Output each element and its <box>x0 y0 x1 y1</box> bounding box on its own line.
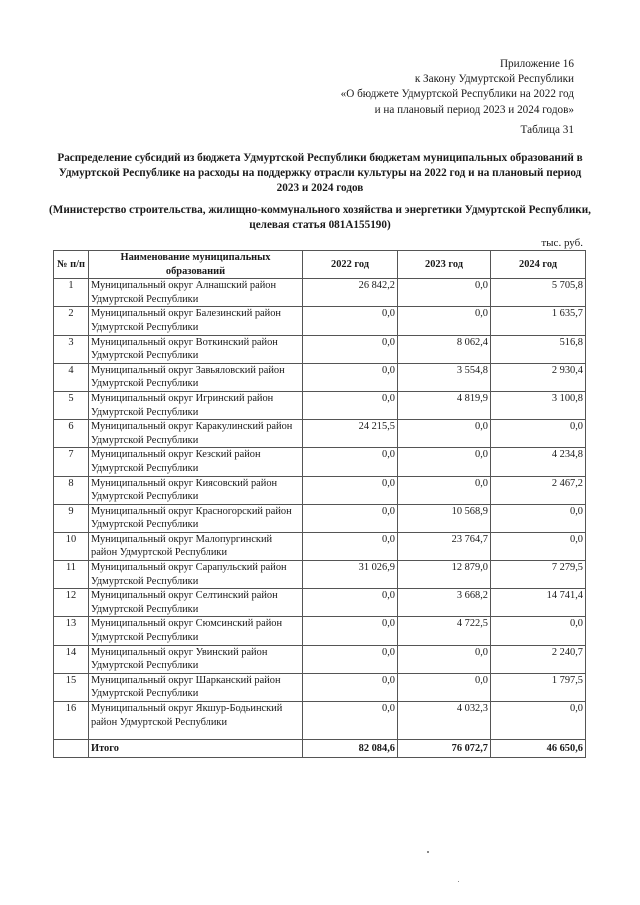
value-2022: 0,0 <box>303 335 398 363</box>
municipality-name: Муниципальный округ Селтинский район Удмуртской Республики <box>89 589 303 617</box>
value-2022: 0,0 <box>303 617 398 645</box>
value-2023: 3 668,2 <box>398 589 491 617</box>
municipality-name: Муниципальный округ Малопургинский район Удмуртской Республики <box>89 532 303 560</box>
value-2023: 3 554,8 <box>398 363 491 391</box>
value-2023: 0,0 <box>398 279 491 307</box>
col-header-name: Наименование муниципальных образований <box>89 251 303 279</box>
col-header-2024: 2024 год <box>491 251 586 279</box>
value-2023: 4 032,3 <box>398 702 491 740</box>
row-number: 15 <box>54 673 89 701</box>
units-label: тыс. руб. <box>541 237 583 249</box>
document-subtitle: (Министерство строительства, жилищно-коммунального хозяйства и энергетики Удмуртской Республики, целевая статья 081A155190) <box>49 204 591 231</box>
municipality-name: Муниципальный округ Сарапульский район Удмуртской Республики <box>89 561 303 589</box>
value-2023: 0,0 <box>398 673 491 701</box>
row-number: 9 <box>54 504 89 532</box>
col-header-2023: 2023 год <box>398 251 491 279</box>
row-number: 10 <box>54 532 89 560</box>
value-2024: 7 279,5 <box>491 561 586 589</box>
row-number: 3 <box>54 335 89 363</box>
value-2022: 0,0 <box>303 645 398 673</box>
value-2024: 0,0 <box>491 504 586 532</box>
value-2022: 0,0 <box>303 391 398 419</box>
municipality-name: Муниципальный округ Киясовский район Удмуртской Республики <box>89 476 303 504</box>
municipality-name: Муниципальный округ Воткинский район Удмуртской Республики <box>89 335 303 363</box>
appendix-line: и на плановый период 2023 и 2024 годов» <box>374 103 574 116</box>
table-row <box>54 420 586 448</box>
value-2022: 24 215,5 <box>303 420 398 448</box>
value-2022: 26 842,2 <box>303 279 398 307</box>
value-2022: 31 026,9 <box>303 561 398 589</box>
value-2024: 2 930,4 <box>491 363 586 391</box>
table-row <box>54 561 586 589</box>
municipality-name: Муниципальный округ Алнашский район Удмуртской Республики <box>89 279 303 307</box>
value-2023: 23 764,7 <box>398 532 491 560</box>
row-number: 1 <box>54 279 89 307</box>
table-number: Таблица 31 <box>520 124 574 136</box>
value-2023: 8 062,4 <box>398 335 491 363</box>
scan-speck <box>427 851 429 853</box>
municipality-name: Муниципальный округ Каракулинский район Удмуртской Республики <box>89 420 303 448</box>
total-number-cell <box>54 740 89 758</box>
table-row <box>54 617 586 645</box>
value-2022: 0,0 <box>303 702 398 740</box>
value-2023: 4 819,9 <box>398 391 491 419</box>
total-2024: 46 650,6 <box>491 740 586 758</box>
municipality-name: Муниципальный округ Игринский район Удмуртской Республики <box>89 391 303 419</box>
table-row <box>54 532 586 560</box>
table-row <box>54 645 586 673</box>
value-2024: 4 234,8 <box>491 448 586 476</box>
value-2023: 12 879,0 <box>398 561 491 589</box>
value-2024: 0,0 <box>491 532 586 560</box>
table-row <box>54 476 586 504</box>
subsidy-table <box>53 250 586 758</box>
table-row <box>54 448 586 476</box>
value-2022: 0,0 <box>303 673 398 701</box>
total-2022: 82 084,6 <box>303 740 398 758</box>
municipality-name: Муниципальный округ Сюмсинский район Удмуртской Республики <box>89 617 303 645</box>
table-row <box>54 279 586 307</box>
value-2024: 5 705,8 <box>491 279 586 307</box>
value-2022: 0,0 <box>303 476 398 504</box>
municipality-name: Муниципальный округ Якшур-Бодьинский район Удмуртской Республики <box>89 702 303 740</box>
table-row <box>54 673 586 701</box>
row-number: 12 <box>54 589 89 617</box>
row-number: 8 <box>54 476 89 504</box>
scan-speck <box>458 881 459 882</box>
value-2022: 0,0 <box>303 589 398 617</box>
appendix-line: «О бюджете Удмуртской Республики на 2022 год <box>340 88 574 101</box>
row-number: 2 <box>54 307 89 335</box>
appendix-line: к Закону Удмуртской Республики <box>414 73 574 86</box>
appendix-header <box>341 57 574 118</box>
value-2023: 0,0 <box>398 448 491 476</box>
table-row <box>54 702 586 740</box>
total-2023: 76 072,7 <box>398 740 491 758</box>
table-row <box>54 391 586 419</box>
value-2023: 0,0 <box>398 645 491 673</box>
value-2024: 2 467,2 <box>491 476 586 504</box>
document-title: Распределение субсидий из бюджета Удмуртской Республики бюджетам муниципальных образований в Удмуртской Республике на расходы на поддержку отрасли культуры на 2022 год и на плановый период 2023 и 2024 годов <box>57 152 583 194</box>
value-2024: 3 100,8 <box>491 391 586 419</box>
value-2022: 0,0 <box>303 504 398 532</box>
value-2023: 10 568,9 <box>398 504 491 532</box>
row-number: 7 <box>54 448 89 476</box>
value-2024: 0,0 <box>491 617 586 645</box>
value-2024: 516,8 <box>491 335 586 363</box>
row-number: 6 <box>54 420 89 448</box>
row-number: 4 <box>54 363 89 391</box>
appendix-line: Приложение 16 <box>499 58 574 70</box>
table-row <box>54 504 586 532</box>
row-number: 14 <box>54 645 89 673</box>
table-header-row <box>54 251 586 279</box>
table-row <box>54 335 586 363</box>
value-2024: 1 797,5 <box>491 673 586 701</box>
table-row <box>54 363 586 391</box>
table-row <box>54 589 586 617</box>
value-2022: 0,0 <box>303 532 398 560</box>
value-2024: 2 240,7 <box>491 645 586 673</box>
municipality-name: Муниципальный округ Красногорский район Удмуртской Республики <box>89 504 303 532</box>
municipality-name: Муниципальный округ Увинский район Удмуртской Республики <box>89 645 303 673</box>
col-header-2022: 2022 год <box>303 251 398 279</box>
municipality-name: Муниципальный округ Завьяловский район Удмуртской Республики <box>89 363 303 391</box>
municipality-name: Муниципальный округ Кезский район Удмуртской Республики <box>89 448 303 476</box>
municipality-name: Муниципальный округ Шарканский район Удмуртской Республики <box>89 673 303 701</box>
value-2022: 0,0 <box>303 448 398 476</box>
value-2023: 4 722,5 <box>398 617 491 645</box>
municipality-name: Муниципальный округ Балезинский район Удмуртской Республики <box>89 307 303 335</box>
total-row <box>54 740 586 758</box>
value-2023: 0,0 <box>398 307 491 335</box>
row-number: 13 <box>54 617 89 645</box>
col-header-number: № п/п <box>54 251 89 279</box>
value-2022: 0,0 <box>303 307 398 335</box>
value-2024: 0,0 <box>491 702 586 740</box>
value-2023: 0,0 <box>398 420 491 448</box>
value-2022: 0,0 <box>303 363 398 391</box>
value-2023: 0,0 <box>398 476 491 504</box>
row-number: 16 <box>54 702 89 740</box>
table-row <box>54 307 586 335</box>
value-2024: 1 635,7 <box>491 307 586 335</box>
value-2024: 0,0 <box>491 420 586 448</box>
total-label: Итого <box>89 740 303 758</box>
row-number: 11 <box>54 561 89 589</box>
row-number: 5 <box>54 391 89 419</box>
value-2024: 14 741,4 <box>491 589 586 617</box>
